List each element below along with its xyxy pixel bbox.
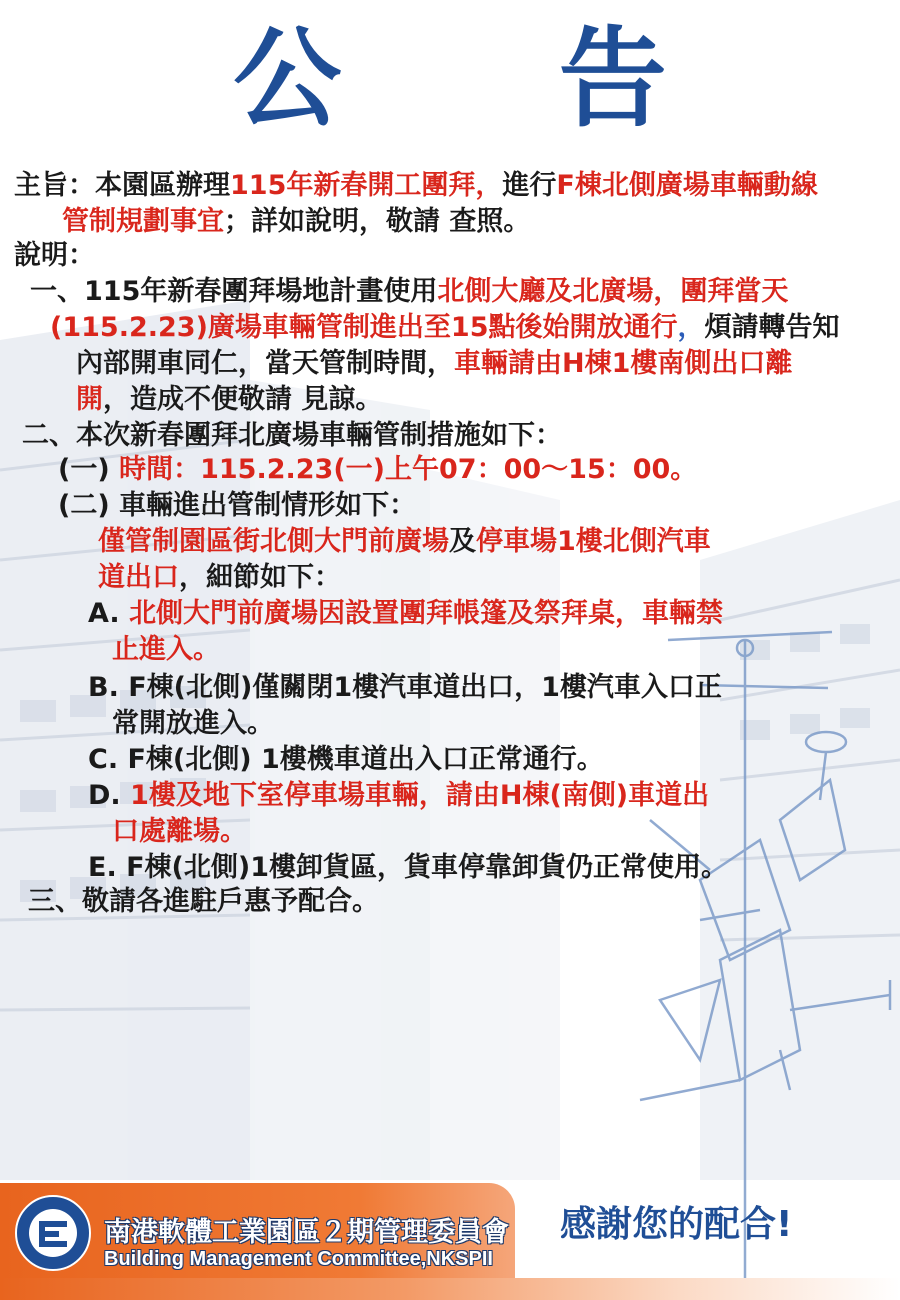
org-name-english: Building Management Committee,NKSPII: [104, 1248, 493, 1270]
item1-line-2: [50, 310, 840, 346]
item1-staff: 內部開車同仁，當天管制時間，: [76, 348, 454, 379]
subject-suffix: ；詳如說明，敬請 查照。: [224, 206, 531, 237]
scope-parking: 停車場1樓北側汽車: [476, 526, 711, 557]
item1-control-time: (115.2.23)廣場車輛管制進出至15點後始開放通行: [50, 312, 678, 343]
org-name-chinese: 南港軟體工業園區２期管理委員會: [104, 1217, 509, 1248]
item-a-text: 北側大門前廣場因設置團拜帳篷及祭拜桌，車輛禁: [129, 598, 724, 629]
item1-line-1: [30, 274, 788, 310]
item1-intro: 一、115年新春團拜場地計畫使用: [30, 276, 438, 307]
scope-and: 及: [449, 526, 476, 557]
item2-sub1: [58, 452, 697, 488]
item3: 三、敬請各進駐戶惠予配合。: [28, 886, 379, 917]
item1-exit-end: 開: [76, 384, 103, 415]
subject-line-1: [14, 168, 818, 204]
item1-please-inform: 煩請轉告知: [704, 312, 840, 343]
subject-line-2: [62, 204, 530, 240]
item-a-line-2: [112, 632, 220, 668]
item2-scope-line-2: [98, 560, 341, 596]
scope-front-plaza: 僅管制園區街北側大門前廣場: [98, 526, 449, 557]
notice-title: 公 告: [233, 17, 757, 142]
subject-highlight-planning: 管制規劃事宜: [62, 206, 224, 237]
explanation-label: 說明：: [14, 240, 95, 271]
footer-fade: [0, 1278, 900, 1300]
item2-scope-line-1: [98, 524, 711, 560]
item-e: E. F棟(北側)1樓卸貨區，貨車停靠卸貨仍正常使用。: [88, 852, 729, 883]
item2-sub2: (二) 車輛進出管制情形如下：: [58, 490, 417, 521]
item-b-line-1: B. F棟(北側)僅關閉1樓汽車道出口，1樓汽車入口正: [88, 672, 722, 703]
item1-comma: ，: [677, 312, 705, 343]
scope-ramp-exit: 道出口: [98, 562, 179, 593]
item1-venue: 北側大廳及北廣場，團拜當天: [437, 276, 789, 307]
item-a-line-1: [88, 596, 723, 632]
scope-details: ，細節如下：: [179, 562, 341, 593]
item1-apology: ，造成不便敬請 見諒。: [103, 384, 383, 415]
item-d-text: 1樓及地下室停車場車輛，請由H棟(南側)車道出: [130, 780, 710, 811]
item1-line-4: [76, 382, 382, 418]
item-a-text-end: 止進入。: [112, 634, 220, 665]
item-b-line-2: 常開放進入。: [112, 708, 274, 739]
item-a-prefix: A.: [88, 598, 130, 629]
nkspii-logo-icon: [14, 1194, 92, 1272]
thanks-message: 感謝您的配合!: [560, 1204, 793, 1245]
subject-highlight-event: 115年新春開工團拜，: [230, 170, 503, 201]
subject-prefix: 主旨：本園區辦理: [14, 170, 230, 201]
item-c: C. F棟(北側) 1樓機車道出入口正常通行。: [88, 744, 604, 775]
subject-highlight-plaza: F棟北側廣場車輛動線: [556, 170, 818, 201]
item2-heading: 二、本次新春團拜北廣場車輛管制措施如下：: [22, 420, 562, 451]
item-d-text-end: 口處離場。: [112, 816, 247, 847]
item-d-line-1: [88, 778, 709, 814]
item-d-line-2: [112, 814, 247, 850]
item2-sub1-prefix: (一): [58, 454, 120, 485]
item1-line-3: [76, 346, 792, 382]
item2-control-time: 時間：115.2.23(一)上午07：00～15：00。: [119, 454, 698, 485]
item-d-prefix: D.: [88, 780, 131, 811]
item1-exit: 車輛請由H棟1樓南側出口離: [454, 348, 793, 379]
subject-mid: 進行: [502, 170, 557, 201]
